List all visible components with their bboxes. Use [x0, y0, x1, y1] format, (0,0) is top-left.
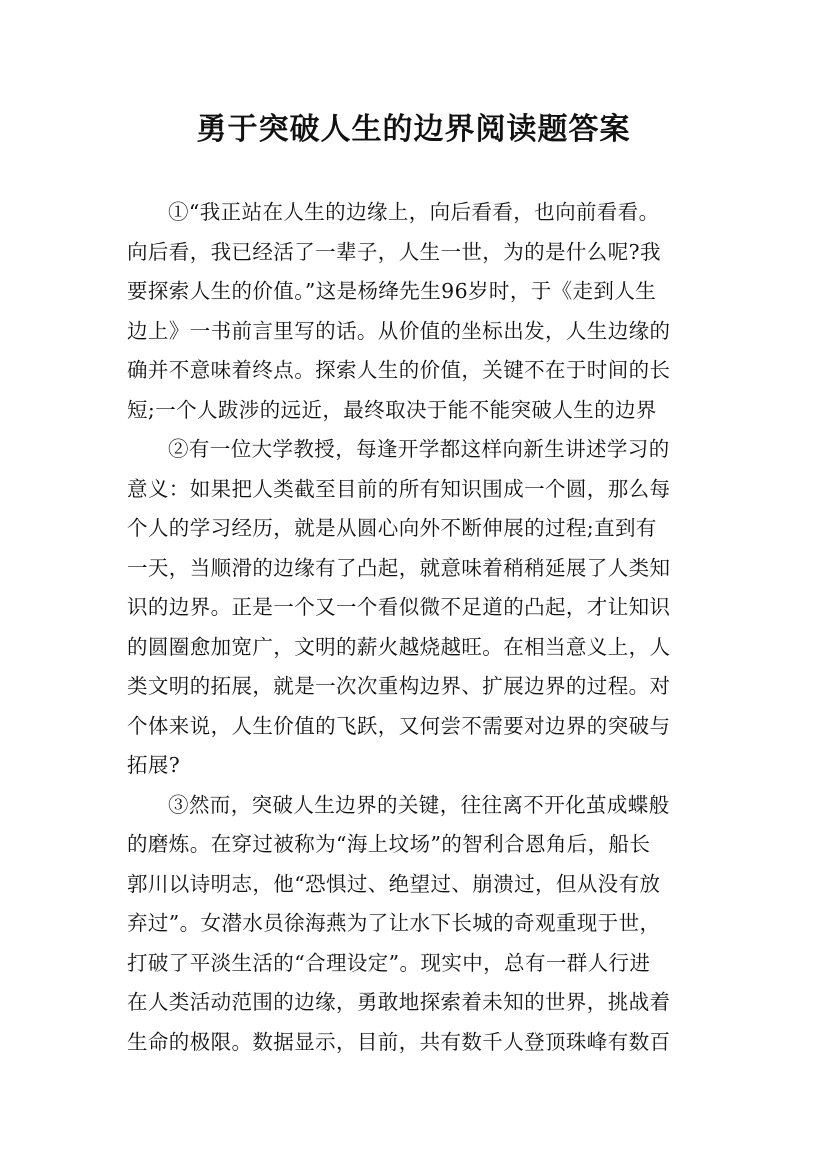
paragraph-2-line-9: 拓展?: [127, 753, 181, 777]
paragraph-2-line-1: ②有一位大学教授，每逢开学都这样向新生讲述学习的: [168, 437, 670, 461]
paragraph-1-line-2: 向后看，我已经活了一辈子，人生一世，为的是什么呢?我: [127, 239, 661, 264]
paragraph-3-line-2: 的磨炼。在穿过被称为“海上坟场”的智利合恩角后，船长: [127, 832, 651, 856]
paragraph-2-line-6: 的圆圈愈加宽广，文明的薪火越烧越旺。在相当意义上，人: [127, 634, 671, 659]
paragraph-3-line-5: 打破了平淡生活的“合理设定”。现实中，总有一群人行进: [127, 950, 651, 975]
paragraph-2-line-3: 个人的学习经历，就是从圆心向外不断伸展的过程;直到有: [127, 516, 657, 540]
paragraph-3-line-3: 郭川以诗明志，他“恐惧过、绝望过、崩溃过，但从没有放: [127, 871, 661, 896]
paragraph-2-line-7: 类文明的拓展，就是一次次重构边界、扩展边界的过程。对: [127, 674, 671, 698]
paragraph-1-line-4: 边上》一书前言里写的话。从价值的坐标出发，人生边缘的: [127, 318, 671, 343]
paragraph-3-line-6: 在人类活动范围的边缘，勇敢地探索着未知的世界，挑战着: [127, 990, 671, 1014]
paragraph-1-line-3: 要探索人生的价值。”这是杨绛先生96岁时，于《走到人生: [127, 279, 657, 303]
document-title: 勇于突破人生的边界阅读题答案: [196, 112, 631, 147]
article-body: [127, 193, 712, 1062]
paragraph-2-line-5: 识的边界。正是一个又一个看似微不足道的凸起，才让知识: [127, 595, 671, 619]
paragraph-1-line-1: ①“我正站在人生的边缘上，向后看看，也向前看看。: [168, 200, 660, 224]
paragraph-1-line-5: 确并不意味着终点。探索人生的价值，关键不在于时间的长: [127, 358, 671, 382]
paragraph-2-line-8: 个体来说，人生价值的飞跃，又何尝不需要对边界的突破与: [127, 713, 671, 738]
paragraph-1-line-6: 短;一个人跋涉的远近，最终取决于能不能突破人生的边界: [127, 397, 657, 422]
paragraph-3-line-1: ③然而，突破人生边界的关键，往往离不开化茧成蝶般: [168, 792, 670, 817]
paragraph-3-line-4: 弃过”。女潜水员徐海燕为了让水下长城的奇观重现于世，: [127, 911, 661, 935]
paragraph-3-line-7: 生命的极限。数据显示，目前，共有数千人登顶珠峰有数百: [127, 1029, 671, 1054]
paragraph-2-line-2: 意义：如果把人类截至目前的所有知识围成一个圆，那么每: [127, 476, 671, 501]
paragraph-2-line-4: 一天，当顺滑的边缘有了凸起，就意味着稍稍延展了人类知: [127, 555, 671, 580]
